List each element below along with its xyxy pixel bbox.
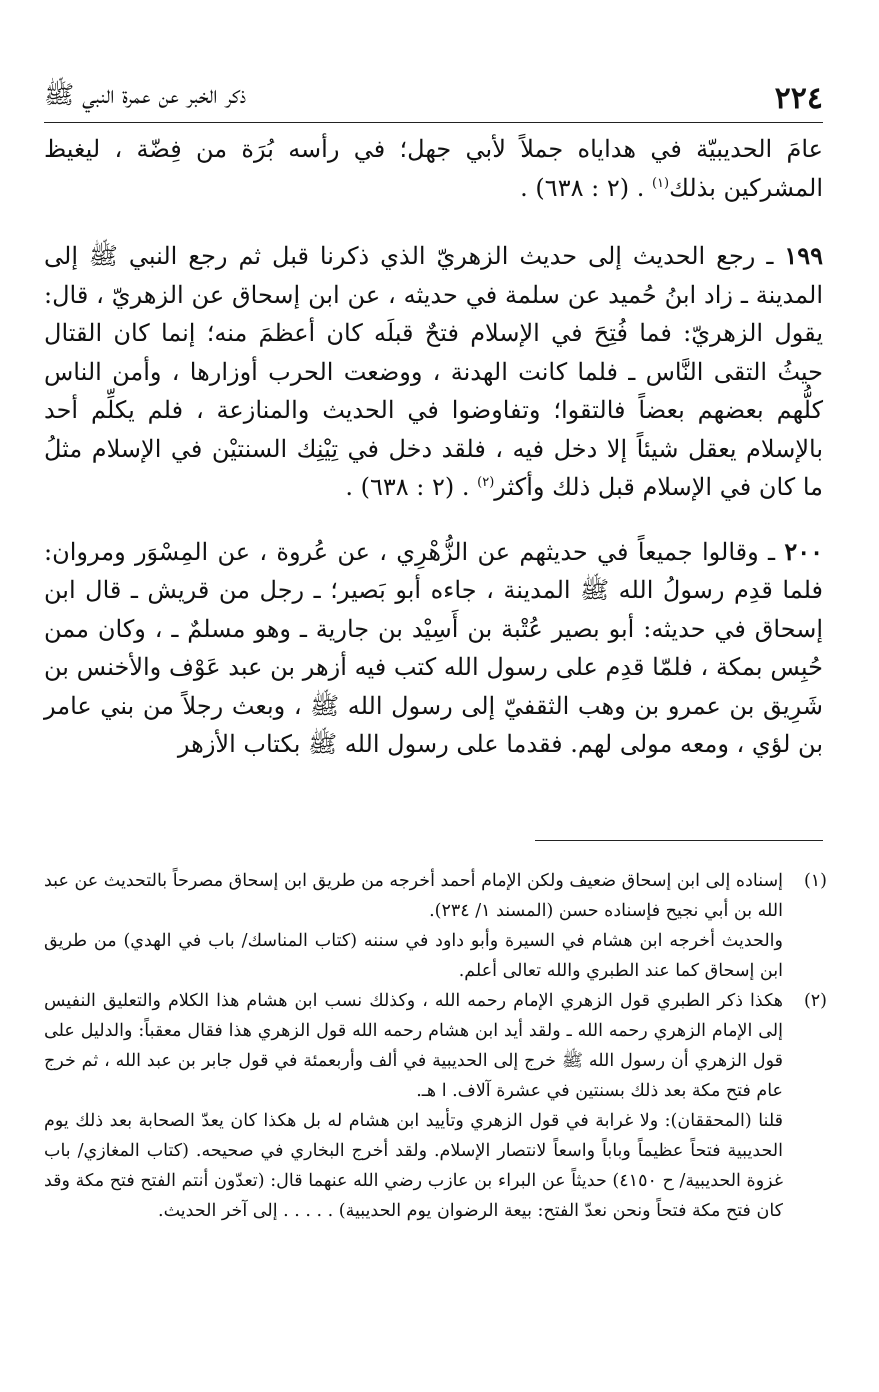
footnote-ref: (١): [651, 175, 670, 191]
main-text: [44, 130, 823, 764]
footnote-text: قلنا (المحققان): ولا غرابة في قول الزهري وتأييد ابن هشام له بل هكذا كان يعدّ الصحابة بعد ذلك يوم الحديبية فتحاً عظيماً وباباً واسعاً لانتصار الإسلام. ولقد أخرج البخاري في صحيحه. (كتاب المغازي/ باب غزوة الحديبية/ ح ٤١٥٠) حديثاً عن البراء بن عازب رضي الله عنهما قال: (تعدّون أنتم الفتح فتح مكة وقد كان فتح مكة فتحاً ونحن نعدّ الفتح: بيعة الرضوان يوم الحديبية) . . . . . إلى آخر الحديث.: [44, 1111, 783, 1221]
paragraph-number: ١٩٩: [784, 241, 823, 270]
paragraph-199: [44, 237, 823, 507]
citation: . (٢ : ٦٣٨) .: [345, 473, 470, 501]
continuation-text: عامَ الحديبيّة في هداياه جملاً لأبي جهل؛ في رأسه بُرَة من فِضّة ، ليغيظ المشركين بذلك: [44, 135, 823, 202]
footnote-2: [44, 986, 827, 1226]
footnotes: [44, 866, 827, 1226]
footnote-body: [44, 986, 783, 1226]
footnote-separator: [535, 840, 823, 841]
paragraph-200: [44, 533, 823, 764]
citation: . (٢ : ٦٣٨) .: [520, 173, 645, 202]
footnote-marker: (١): [803, 871, 827, 891]
footnote-text: إسناده إلى ابن إسحاق ضعيف ولكن الإمام أحمد أخرجه من طريق ابن إسحاق مصرحاً بالتحديث عن عبد الله بن أبي نجيح فإسناده حسن (المسند ١/ ٢٣٤).: [44, 871, 783, 921]
footnote-text: والحديث أخرجه ابن هشام في السيرة وأبو داود في سننه (كتاب المناسك/ باب في الهدي) من طريق ابن إسحاق كما عند الطبري والله تعالى أعلم.: [44, 931, 783, 981]
running-header: [44, 70, 823, 123]
running-title: ذكر الخبر عن عمرة النبي ﷺ: [44, 80, 247, 109]
continuation-paragraph: [44, 130, 823, 207]
footnote-text: هكذا ذكر الطبري قول الزهري الإمام رحمه الله ، وكذلك نسب ابن هشام هذا الكلام والتعليق النفيس إلى الإمام الزهري رحمه الله ـ ولقد أيد ابن هشام رحمه الله قول الزهري هذا فقال معقباً: والدليل على قول الزهري أن رسول الله ﷺ خرج إلى الحديبية في ألف وأربعمئة في قول جابر بن عبد الله ، ثم خرج عام فتح مكة بعد ذلك بسنتين في عشرة آلاف. ا هـ.: [44, 991, 783, 1101]
footnote-body: [44, 866, 783, 986]
page-number: ٢٢٤: [774, 81, 823, 116]
paragraph-number: ٢٠٠: [784, 536, 823, 566]
footnote-marker: (٢): [803, 991, 827, 1011]
paragraph-text: ـ وقالوا جميعاً في حديثهم عن الزُّهْرِي ، عن عُروة ، عن المِسْوَر ومروان: فلما قدِم رسولُ الله ﷺ المدينة ، جاءه أبو بَصير؛ ـ رجل من قريش ـ قال ابن إسحاق في حديثه: أبو بصير عُتْبة بن أَسِيْد بن جارية ـ وهو مسلمٌ ـ ، وكان ممن حُبِس بمكة ، فلمّا قدِم على رسول الله كتب فيه أزهر بن عبد عَوْف والأخنس بن شَرِيق بن عمرو بن وهب الثقفيّ إلى رسول الله ﷺ ، وبعث رجلاً من بني عامر بن لؤي ، ومعه مولى لهم. فقدما على رسول الله ﷺ بكتاب الأزهر: [44, 537, 824, 758]
paragraph-text: ـ رجع الحديث إلى حديث الزهريّ الذي ذكرنا قبل ثم رجع النبي ﷺ إلى المدينة ـ زاد ابنُ حُميد عن سلمة في حديثه ، عن ابن إسحاق عن الزهريّ ، قال: يقول الزهريّ: فما فُتِحَ في الإسلام فتحٌ قبلَه كان أعظمَ منه؛ إنما كان القتال حيثُ التقى النَّاس ـ فلما كانت الهدنة ، ووضعت الحرب أوزارها ، وأمن الناس كلُّهم بعضهم بعضاً فالتقوا؛ وتفاوضوا في الحديث والمنازعة ، فلم يكلِّم أحد بالإسلام يعقل شيئاً إلا دخل فيه ، فلقد دخل في تِيْنِك السنتيْن في الإسلام مثلُ ما كان في الإسلام قبل ذلك وأكثر: [44, 242, 824, 501]
footnote-1: [44, 866, 827, 986]
footnote-ref: (٢): [477, 475, 495, 490]
